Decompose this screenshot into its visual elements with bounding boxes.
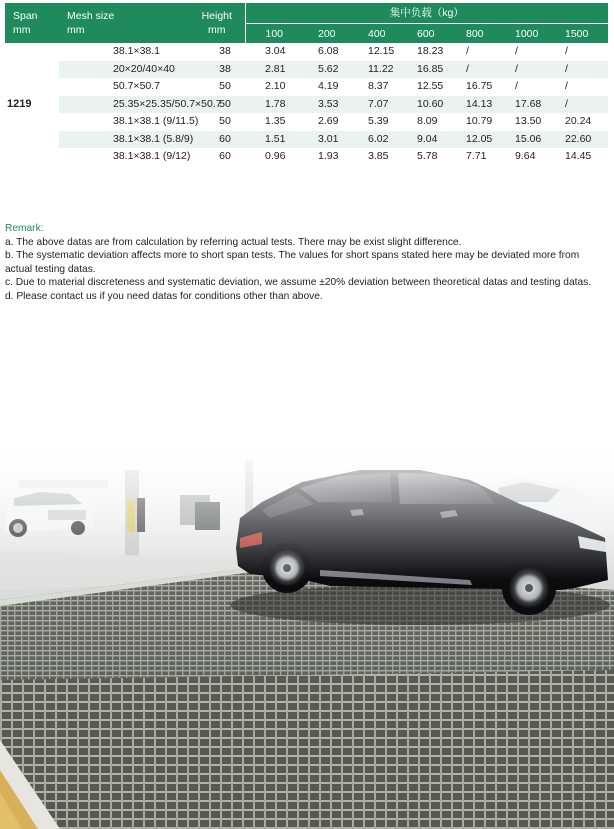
- mesh-cell: 20×20/40×40: [59, 61, 189, 79]
- value-cell: 3.04: [265, 45, 286, 57]
- height-header-label: Height: [201, 10, 232, 22]
- value-cell: /: [495, 61, 545, 79]
- mesh-cell: 50.7×50.7: [113, 80, 161, 92]
- load-header-1500: 1500: [545, 24, 608, 44]
- value-cell: 5.62: [298, 61, 348, 79]
- value-cell: 14.13: [446, 96, 495, 114]
- table-row: [5, 148, 608, 166]
- car-on-grating-photo: [0, 440, 614, 829]
- height-cell: 50: [219, 80, 231, 92]
- value-cell: 12.05: [446, 131, 495, 149]
- table-row: [5, 43, 608, 61]
- value-cell: 2.69: [318, 115, 339, 127]
- load-header-800: 800: [446, 24, 495, 44]
- height-cell: 38: [189, 61, 245, 79]
- value-cell: 18.23: [417, 45, 444, 57]
- value-cell: 16.75: [466, 80, 493, 92]
- remark-item-c: c. Due to material discreteness and systematic deviation, we assume ±20% deviation between theoretical datas and testing datas.: [5, 277, 592, 288]
- load-header-400: 400: [348, 24, 397, 44]
- value-cell: 7.71: [466, 150, 487, 162]
- value-cell: /: [515, 45, 518, 57]
- value-cell: 10.60: [397, 96, 446, 114]
- mesh-header-unit: mm: [67, 24, 85, 36]
- value-cell: 5.78: [417, 150, 438, 162]
- remark-item-a: a. The above datas are from calculation by referring actual tests. There may be exist slight difference.: [5, 236, 462, 248]
- value-cell: 4.19: [318, 80, 339, 92]
- mesh-cell: 38.1×38.1 (5.8/9): [59, 131, 189, 149]
- remark-item-b: b. The systematic deviation affects more to short span tests. The values for short spans stated here may be deviated more from actual testing datas.: [5, 250, 580, 275]
- mesh-cell: 38.1×38.1: [113, 45, 161, 57]
- mesh-header: [59, 3, 189, 43]
- value-cell: 8.37: [368, 80, 389, 92]
- table-row: [5, 113, 608, 131]
- table-row: [5, 131, 608, 149]
- load-group-header: 集中负载（kg）: [245, 3, 608, 24]
- value-cell: 17.68: [495, 96, 545, 114]
- value-cell: 5.39: [368, 115, 389, 127]
- value-cell: 1.78: [245, 96, 298, 114]
- value-cell: 6.08: [318, 45, 339, 57]
- value-cell: /: [515, 80, 518, 92]
- value-cell: 10.79: [466, 115, 493, 127]
- value-cell: /: [565, 80, 568, 92]
- load-header-600: 600: [397, 24, 446, 44]
- height-cell: 38: [219, 45, 231, 57]
- remark-title: Remark:: [5, 223, 44, 234]
- value-cell: 0.96: [265, 150, 286, 162]
- height-cell: 60: [189, 131, 245, 149]
- value-cell: 7.07: [348, 96, 397, 114]
- value-cell: 3.85: [368, 150, 389, 162]
- value-cell: /: [545, 96, 608, 114]
- value-cell: 9.64: [515, 150, 536, 162]
- value-cell: /: [466, 45, 469, 57]
- mesh-header-label: Mesh size: [67, 10, 115, 22]
- value-cell: 1.35: [265, 115, 286, 127]
- span-header: [5, 3, 59, 43]
- table-row: [5, 96, 608, 114]
- value-cell: 3.01: [298, 131, 348, 149]
- value-cell: 15.06: [495, 131, 545, 149]
- value-cell: /: [545, 61, 608, 79]
- value-cell: /: [565, 45, 568, 57]
- table-row: [5, 78, 608, 96]
- remark-item-d: d. Please contact us if you need datas for conditions other than above.: [5, 290, 323, 302]
- span-header-label: Span: [13, 10, 38, 22]
- value-cell: 22.60: [545, 131, 608, 149]
- value-cell: /: [446, 61, 495, 79]
- mesh-cell: 38.1×38.1 (9/11.5): [113, 115, 199, 127]
- value-cell: 3.53: [298, 96, 348, 114]
- value-cell: 12.55: [417, 80, 444, 92]
- load-header-1000: 1000: [495, 24, 545, 44]
- value-cell: 9.04: [397, 131, 446, 149]
- height-cell: 50: [219, 115, 231, 127]
- value-cell: 14.45: [565, 150, 592, 162]
- mesh-cell: 25.35×25.35/50.7×50.7: [59, 96, 189, 114]
- value-cell: 1.51: [245, 131, 298, 149]
- value-cell: 6.02: [348, 131, 397, 149]
- remark-section: [5, 222, 609, 303]
- height-header: [189, 3, 245, 43]
- span-value: 1219: [5, 43, 59, 166]
- height-cell: 50: [189, 96, 245, 114]
- height-header-unit: mm: [208, 24, 226, 36]
- load-header-200: 200: [298, 24, 348, 44]
- mesh-cell: 38.1×38.1 (9/12): [113, 150, 191, 162]
- value-cell: 20.24: [565, 115, 592, 127]
- value-cell: 16.85: [397, 61, 446, 79]
- value-cell: 13.50: [515, 115, 542, 127]
- value-cell: 12.15: [368, 45, 395, 57]
- span-header-unit: mm: [13, 24, 31, 36]
- value-cell: 2.81: [245, 61, 298, 79]
- value-cell: 8.09: [417, 115, 438, 127]
- table-row: [5, 61, 608, 79]
- load-header-100: 100: [245, 24, 298, 44]
- value-cell: 2.10: [265, 80, 286, 92]
- load-table: [5, 3, 608, 166]
- value-cell: 1.93: [318, 150, 339, 162]
- height-cell: 60: [219, 150, 231, 162]
- value-cell: 11.22: [348, 61, 397, 79]
